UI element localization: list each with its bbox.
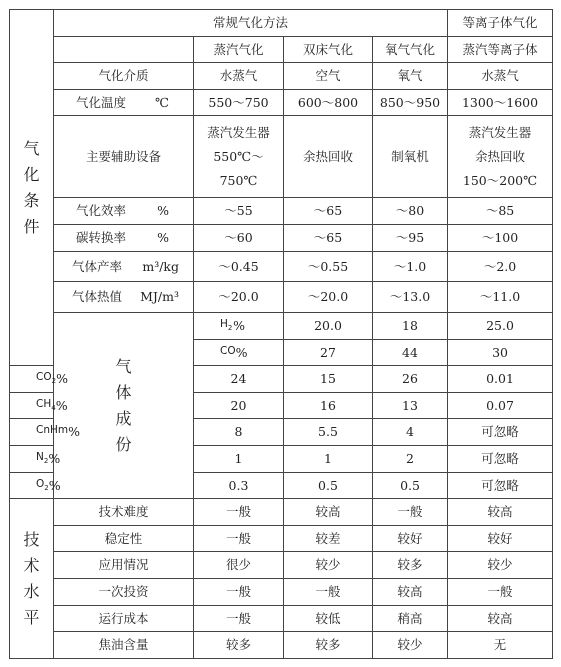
- param-name: 碳转换率: [76, 229, 127, 245]
- param-unit: %: [157, 203, 169, 219]
- blank-cell: [54, 36, 194, 63]
- technical-value: 较多: [194, 632, 284, 659]
- gas-label: [10, 392, 68, 419]
- composition-value: 18: [373, 312, 448, 339]
- technical-value: 很少: [194, 552, 284, 579]
- condition-value: ～95: [373, 224, 448, 251]
- param-unit: ℃: [155, 94, 169, 110]
- technical-label: 运行成本: [54, 605, 194, 632]
- gas-unit: %: [48, 477, 61, 493]
- composition-value: 5.5: [284, 419, 373, 446]
- condition-label: [54, 89, 194, 116]
- technical-value: 较低: [284, 605, 373, 632]
- technical-row: [10, 499, 553, 526]
- composition-value: 0.3: [194, 472, 284, 499]
- condition-value: 空气: [284, 63, 373, 90]
- condition-label: [54, 198, 194, 225]
- condition-value: 水蒸气: [448, 63, 553, 90]
- composition-value: 可忽略: [448, 446, 553, 473]
- condition-value: ～100: [448, 224, 553, 251]
- technical-value: 一般: [194, 579, 284, 606]
- method-steam: 蒸汽气化: [194, 36, 284, 63]
- param-name: 气体产率: [72, 258, 123, 274]
- composition-value: 0.01: [448, 366, 553, 393]
- gas-formula: CnHm: [36, 424, 69, 437]
- condition-value: 850～950: [373, 89, 448, 116]
- technical-value: 一般: [284, 579, 373, 606]
- technical-value: 稍高: [373, 605, 448, 632]
- condition-row: [10, 251, 553, 282]
- condition-value: 550～750: [194, 89, 284, 116]
- technical-value: 一般: [194, 499, 284, 526]
- param-unit: m³/kg: [142, 258, 179, 274]
- technical-row: [10, 579, 553, 606]
- technical-value: 较少: [448, 552, 553, 579]
- section-label-conditions: 气 化 条 件: [10, 10, 54, 366]
- composition-value: 8: [194, 419, 284, 446]
- gas-unit: %: [48, 450, 61, 466]
- condition-row: [10, 89, 553, 116]
- method-oxygen: 氧气气化: [373, 36, 448, 63]
- technical-row: [10, 525, 553, 552]
- gas-unit: %: [68, 424, 81, 440]
- gas-formula: CO: [220, 344, 236, 357]
- technical-label: 一次投资: [54, 579, 194, 606]
- condition-row: [10, 282, 553, 313]
- composition-value: 15: [284, 366, 373, 393]
- technical-label: 焦油含量: [54, 632, 194, 659]
- condition-value: 制氧机: [373, 116, 448, 198]
- condition-row: [10, 198, 553, 225]
- condition-value: ～20.0: [284, 282, 373, 313]
- condition-label: 气化介质: [54, 63, 194, 90]
- condition-value: ～11.0: [448, 282, 553, 313]
- condition-value: ～80: [373, 198, 448, 225]
- header-plasma: 等离子体气化: [448, 10, 553, 37]
- condition-label: 主要辅助设备: [54, 116, 194, 198]
- composition-value: 1: [194, 446, 284, 473]
- param-name: 气化温度: [76, 94, 127, 110]
- technical-value: 较好: [373, 525, 448, 552]
- gas-formula: $H_2$: [220, 317, 233, 333]
- condition-value: ～65: [284, 224, 373, 251]
- header-row: [10, 10, 553, 37]
- composition-value: 26: [373, 366, 448, 393]
- gas-formula: $N_2$: [36, 450, 49, 466]
- param-unit: %: [157, 229, 169, 245]
- param-name: 气体热值: [72, 289, 123, 305]
- technical-row: [10, 632, 553, 659]
- technical-value: 较差: [284, 525, 373, 552]
- condition-value: 蒸汽发生器 余热回收 150～200℃: [448, 116, 553, 198]
- condition-value: ～60: [194, 224, 284, 251]
- condition-value: 1300～1600: [448, 89, 553, 116]
- technical-value: 一般: [194, 605, 284, 632]
- gas-label: [10, 472, 61, 499]
- condition-label: [54, 282, 194, 313]
- technical-row: [10, 605, 553, 632]
- condition-row: [10, 116, 553, 198]
- technical-value: 较高: [284, 499, 373, 526]
- condition-value: ～0.45: [194, 251, 284, 282]
- gas-formula: $CH_4$: [36, 397, 56, 412]
- gas-label: [194, 312, 284, 339]
- technical-label: 稳定性: [54, 525, 194, 552]
- gas-unit: %: [55, 397, 68, 413]
- gas-unit: %: [233, 317, 245, 333]
- composition-value: 20: [194, 392, 284, 419]
- composition-value: 20.0: [284, 312, 373, 339]
- gas-formula: $CO_2$: [36, 371, 57, 386]
- condition-value: ～0.55: [284, 251, 373, 282]
- composition-value: 44: [373, 339, 448, 366]
- condition-row: [10, 224, 553, 251]
- condition-value: 水蒸气: [194, 63, 284, 90]
- technical-value: 较高: [448, 499, 553, 526]
- technical-value: 较少: [284, 552, 373, 579]
- composition-value: 25.0: [448, 312, 553, 339]
- technical-value: 一般: [448, 579, 553, 606]
- param-unit: MJ/m³: [140, 289, 179, 305]
- gas-label: [10, 446, 61, 473]
- technical-label: 应用情况: [54, 552, 194, 579]
- technical-label: 技术难度: [54, 499, 194, 526]
- header-conventional: 常规气化方法: [54, 10, 448, 37]
- condition-value: 蒸汽发生器 550℃～ 750℃: [194, 116, 284, 198]
- condition-value: ～85: [448, 198, 553, 225]
- condition-value: ～20.0: [194, 282, 284, 313]
- condition-value: 氧气: [373, 63, 448, 90]
- composition-value: 16: [284, 392, 373, 419]
- composition-value: 13: [373, 392, 448, 419]
- composition-value: 4: [373, 419, 448, 446]
- technical-value: 较高: [373, 579, 448, 606]
- gasification-comparison-table: [9, 9, 553, 659]
- technical-value: 较高: [448, 605, 553, 632]
- technical-value: 无: [448, 632, 553, 659]
- condition-row: [10, 63, 553, 90]
- technical-value: 一般: [194, 525, 284, 552]
- composition-value: 0.5: [373, 472, 448, 499]
- composition-value: 30: [448, 339, 553, 366]
- method-dual-bed: 双床气化: [284, 36, 373, 63]
- composition-value: 27: [284, 339, 373, 366]
- gas-formula: $O_2$: [36, 477, 49, 492]
- composition-value: 可忽略: [448, 419, 553, 446]
- condition-value: 600～800: [284, 89, 373, 116]
- condition-value: ～13.0: [373, 282, 448, 313]
- condition-label: [54, 251, 194, 282]
- composition-value: 24: [194, 366, 284, 393]
- section-label-composition: 气 体 成 份: [54, 312, 194, 498]
- param-name: 气化效率: [76, 203, 127, 219]
- gas-unit: %: [56, 371, 68, 387]
- technical-row: [10, 552, 553, 579]
- condition-value: ～2.0: [448, 251, 553, 282]
- composition-value: 0.07: [448, 392, 553, 419]
- composition-value: 0.5: [284, 472, 373, 499]
- gas-label: [10, 366, 68, 393]
- technical-value: 较好: [448, 525, 553, 552]
- condition-value: ～55: [194, 198, 284, 225]
- condition-value: ～65: [284, 198, 373, 225]
- composition-value: 可忽略: [448, 472, 553, 499]
- gas-label: [194, 339, 284, 366]
- gas-label: [10, 419, 81, 446]
- technical-value: 较多: [284, 632, 373, 659]
- section-label-technical: 技 术 水 平: [10, 499, 54, 659]
- composition-row: [10, 312, 553, 339]
- condition-value: ～1.0: [373, 251, 448, 282]
- method-steam-plasma: 蒸汽等离子体: [448, 36, 553, 63]
- technical-value: 较少: [373, 632, 448, 659]
- condition-label: [54, 224, 194, 251]
- gas-unit: %: [235, 344, 248, 360]
- composition-value: 2: [373, 446, 448, 473]
- technical-value: 一般: [373, 499, 448, 526]
- composition-value: 1: [284, 446, 373, 473]
- technical-value: 较多: [373, 552, 448, 579]
- methods-row: [10, 36, 553, 63]
- condition-value: 余热回收: [284, 116, 373, 198]
